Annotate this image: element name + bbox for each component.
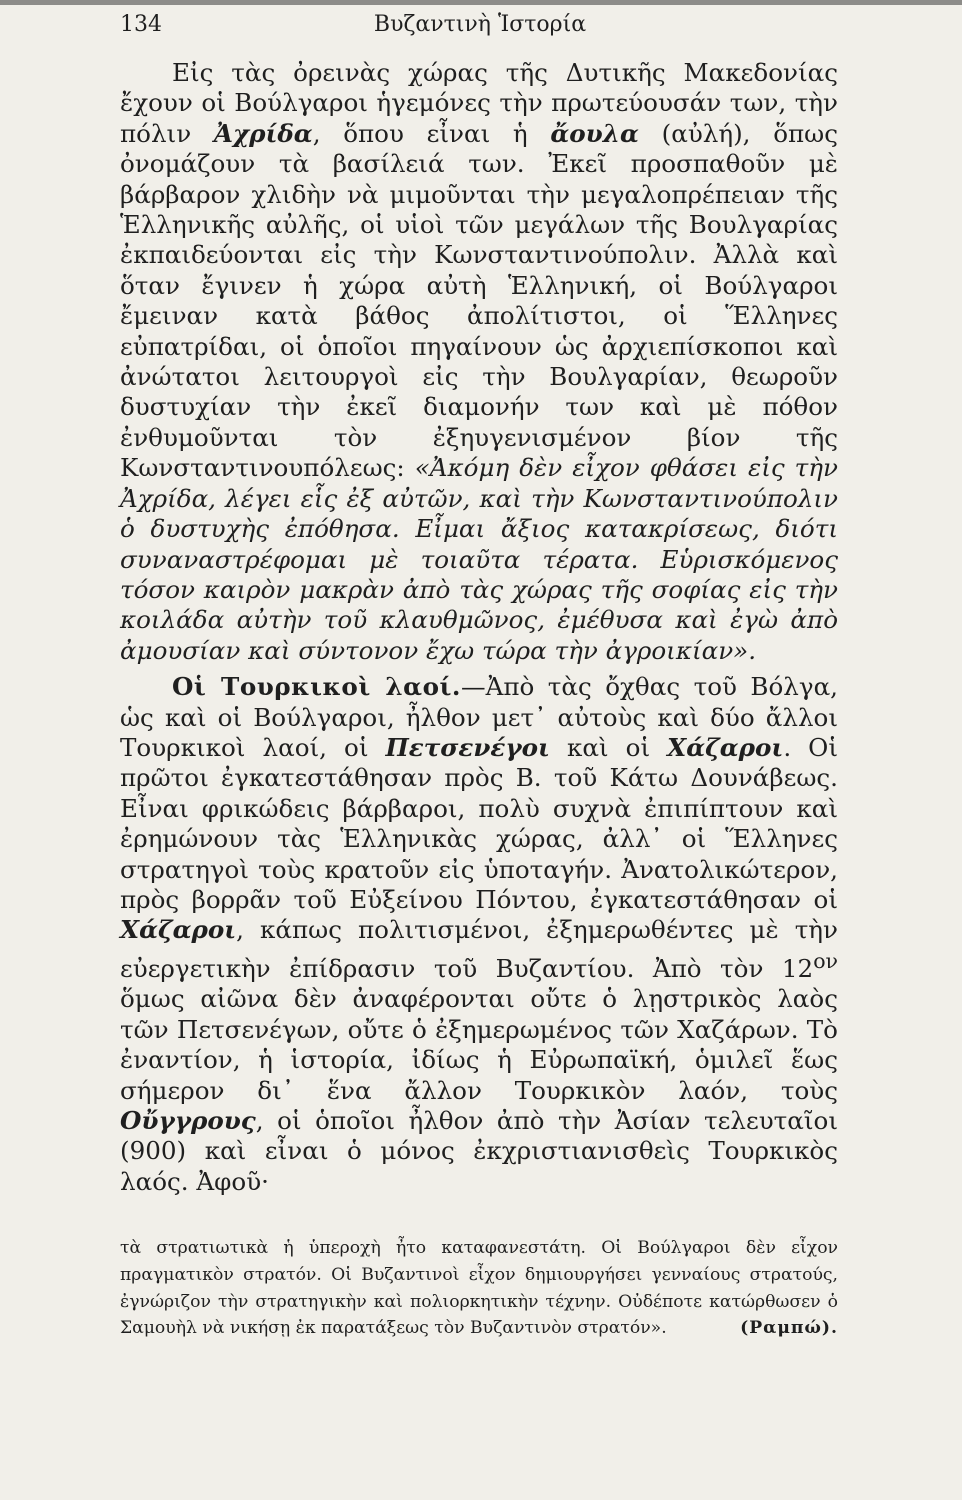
- text-run: —Ἀπὸ τὰς ὄχθας τοῦ Βόλγα, ὡς καὶ οἱ Βούλγαροι, ἦλθον μετ᾽ αὐτοὺς καὶ δύο ἄλλοι Τουρκικοὶ λαοί, οἱ: [120, 672, 839, 762]
- footnote-body: τὰ στρατιωτικὰ ἡ ὑπεροχὴ ἦτο καταφανεστάτη. Οἱ Βούλγαροι δὲν εἶχον πραγματικὸν στρατόν. Οἱ Βυζαντινοὶ εἶχον δημιουργήσει γενναίους στρατούς, ἐγνώριζον τὴν στρατηγικὴν καὶ πολιορκητικὴν τέχνην. Οὐδέποτε κατώρθωσεν ὁ Σαμουὴλ νὰ νικήσῃ ἐκ παρατάξεως τὸν Βυζαντινὸν στρατόν».: [120, 1238, 838, 1339]
- main-text: [120, 58, 838, 1197]
- term-chazaroi: Χάζαροι: [667, 732, 784, 762]
- text-run: ὅμως αἰῶνα δὲν ἀναφέρονται οὔτε ὁ λῃστρικὸς λαὸς τῶν Πετσενέγων, οὔτε ὁ ἐξημερωμένος τῶν Χαζάρων. Τὸ ἐναντίον, ἡ ἱστορία, ἰδίως ἡ Εὐρωπαϊκή, ὁμιλεῖ ἕως σήμερον δι᾽ ἕνα ἄλλον Τουρκικὸν λαόν, τοὺς: [120, 984, 838, 1105]
- text-run: Εἰς τὰς ὀρεινὰς χώρας τῆς Δυτικῆς Μακεδονίας ἔχουν οἱ Βούλγαροι ἡγεμόνες τὴν πρωτεύουσάν των, τὴν πόλιν: [120, 58, 838, 148]
- term-achrida: Ἀχρίδα: [213, 118, 313, 148]
- top-edge-rule: [0, 0, 962, 5]
- term-aoula: ἄουλα: [550, 118, 639, 148]
- text-run: (αὐλή), ὅπως ὀνομάζουν τὰ βασίλειά των. Ἐκεῖ προσπαθοῦν μὲ βάρβαρον χλιδὴν νὰ μιμοῦνται τὴν μεγαλοπρέπειαν τῆς Ἑλληνικῆς αὐλῆς, οἱ υἱοὶ τῶν μεγάλων τῆς Βουλγαρίας ἐκπαιδεύονται εἰς τὴν Κωνσταντινούπολιν. Ἀλλὰ καὶ ὅταν ἔγινεν ἡ χώρα αὐτὴ Ἑλληνική, οἱ Βούλγαροι ἔμειναν κατὰ βάθος ἀπολίτιστοι, οἱ Ἕλληνες εὐπατρίδαι, οἱ ὁποῖοι πηγαίνουν ὡς ἀρχιεπίσκοποι καὶ ἀνώτατοι λειτουργοὶ εἰς τὴν Βουλγαρίαν, θεωροῦν δυστυχίαν τὴν ἐκεῖ διαμονήν των καὶ μὲ πόθον ἐνθυμοῦνται τὸν ἐξηυγενισμένον βίον τῆς Κωνσταντινουπόλεως:: [120, 118, 838, 483]
- text-run: καὶ οἱ: [549, 732, 668, 762]
- text-run: . Οἱ πρῶτοι ἐγκατεστάθησαν πρὸς Β. τοῦ Κάτω Δουνάβεως. Εἶναι φρικώδεις βάρβαροι, πολὺ συχνὰ ἐπιπίπτουν καὶ ἐρημώνουν τὰς Ἑλληνικὰς χώρας, ἀλλ᾽ οἱ Ἕλληνες στρατηγοὶ τοὺς κρατοῦν εἰς ὑποταγήν. Ἀνατολικώτερον, πρὸς βορρᾶν τοῦ Εὐξείνου Πόντου, ἐγκατεστάθησαν οἱ: [120, 732, 838, 914]
- paragraph-bulgarians: [120, 58, 838, 666]
- ordinal-suffix: ον: [813, 948, 838, 973]
- running-header: [120, 12, 840, 42]
- text-run: , ὅπου εἶναι ἡ: [312, 118, 551, 148]
- text-run: , κάπως πολιτισμένοι, ἐξημερωθέντες μὲ τὴν εὐεργετικὴν ἐπίδρασιν τοῦ Βυζαντίου. Ἀπὸ τὸν 12: [120, 915, 838, 983]
- term-petsenegoi: Πετσενέγοι: [385, 732, 550, 762]
- quotation: «Ἀκόμη δὲν εἶχον φθάσει εἰς τὴν Ἀχρίδα, λέγει εἷς ἐξ αὐτῶν, καὶ τὴν Κωνσταντινούπολιν ὁ δυστυχὴς ἐπόθησα. Εἶμαι ἄξιος κατακρίσεως, διότι συναναστρέφομαι μὲ τοιαῦτα τέρατα. Εὑρισκόμενος τόσον καιρὸν μακρὰν ἀπὸ τὰς χώρας τῆς σοφίας εἰς τὴν κοιλάδα αὐτὴν τοῦ κλαυθμῶνος, ἐμέθυσα καὶ ἐγὼ ἀπὸ ἀμουσίαν καὶ σύντονον ἔχω τώρα τὴν ἀγροικίαν».: [120, 453, 838, 665]
- section-heading: Οἱ Τουρκικοὶ λαοί.: [172, 672, 461, 702]
- text-run: , οἱ ὁποῖοι ἦλθον ἀπὸ τὴν Ἀσίαν τελευταῖοι (900) καὶ εἶναι ὁ μόνος ἐκχριστιανισθεὶς Τουρκικὸς λαός. Ἀφοῦ·: [120, 1106, 838, 1196]
- footnote-text: [120, 1235, 838, 1342]
- footnote: [120, 1235, 838, 1342]
- page-number: 134: [120, 12, 162, 37]
- paragraph-turkic-peoples: [120, 672, 838, 1197]
- footnote-signature: (Ραμπώ).: [740, 1318, 838, 1339]
- term-chazaroi: Χάζαροι: [120, 915, 237, 945]
- running-title: Βυζαντινὴ Ἱστορία: [373, 12, 587, 37]
- term-oungroi: Οὔγγρους: [120, 1106, 256, 1135]
